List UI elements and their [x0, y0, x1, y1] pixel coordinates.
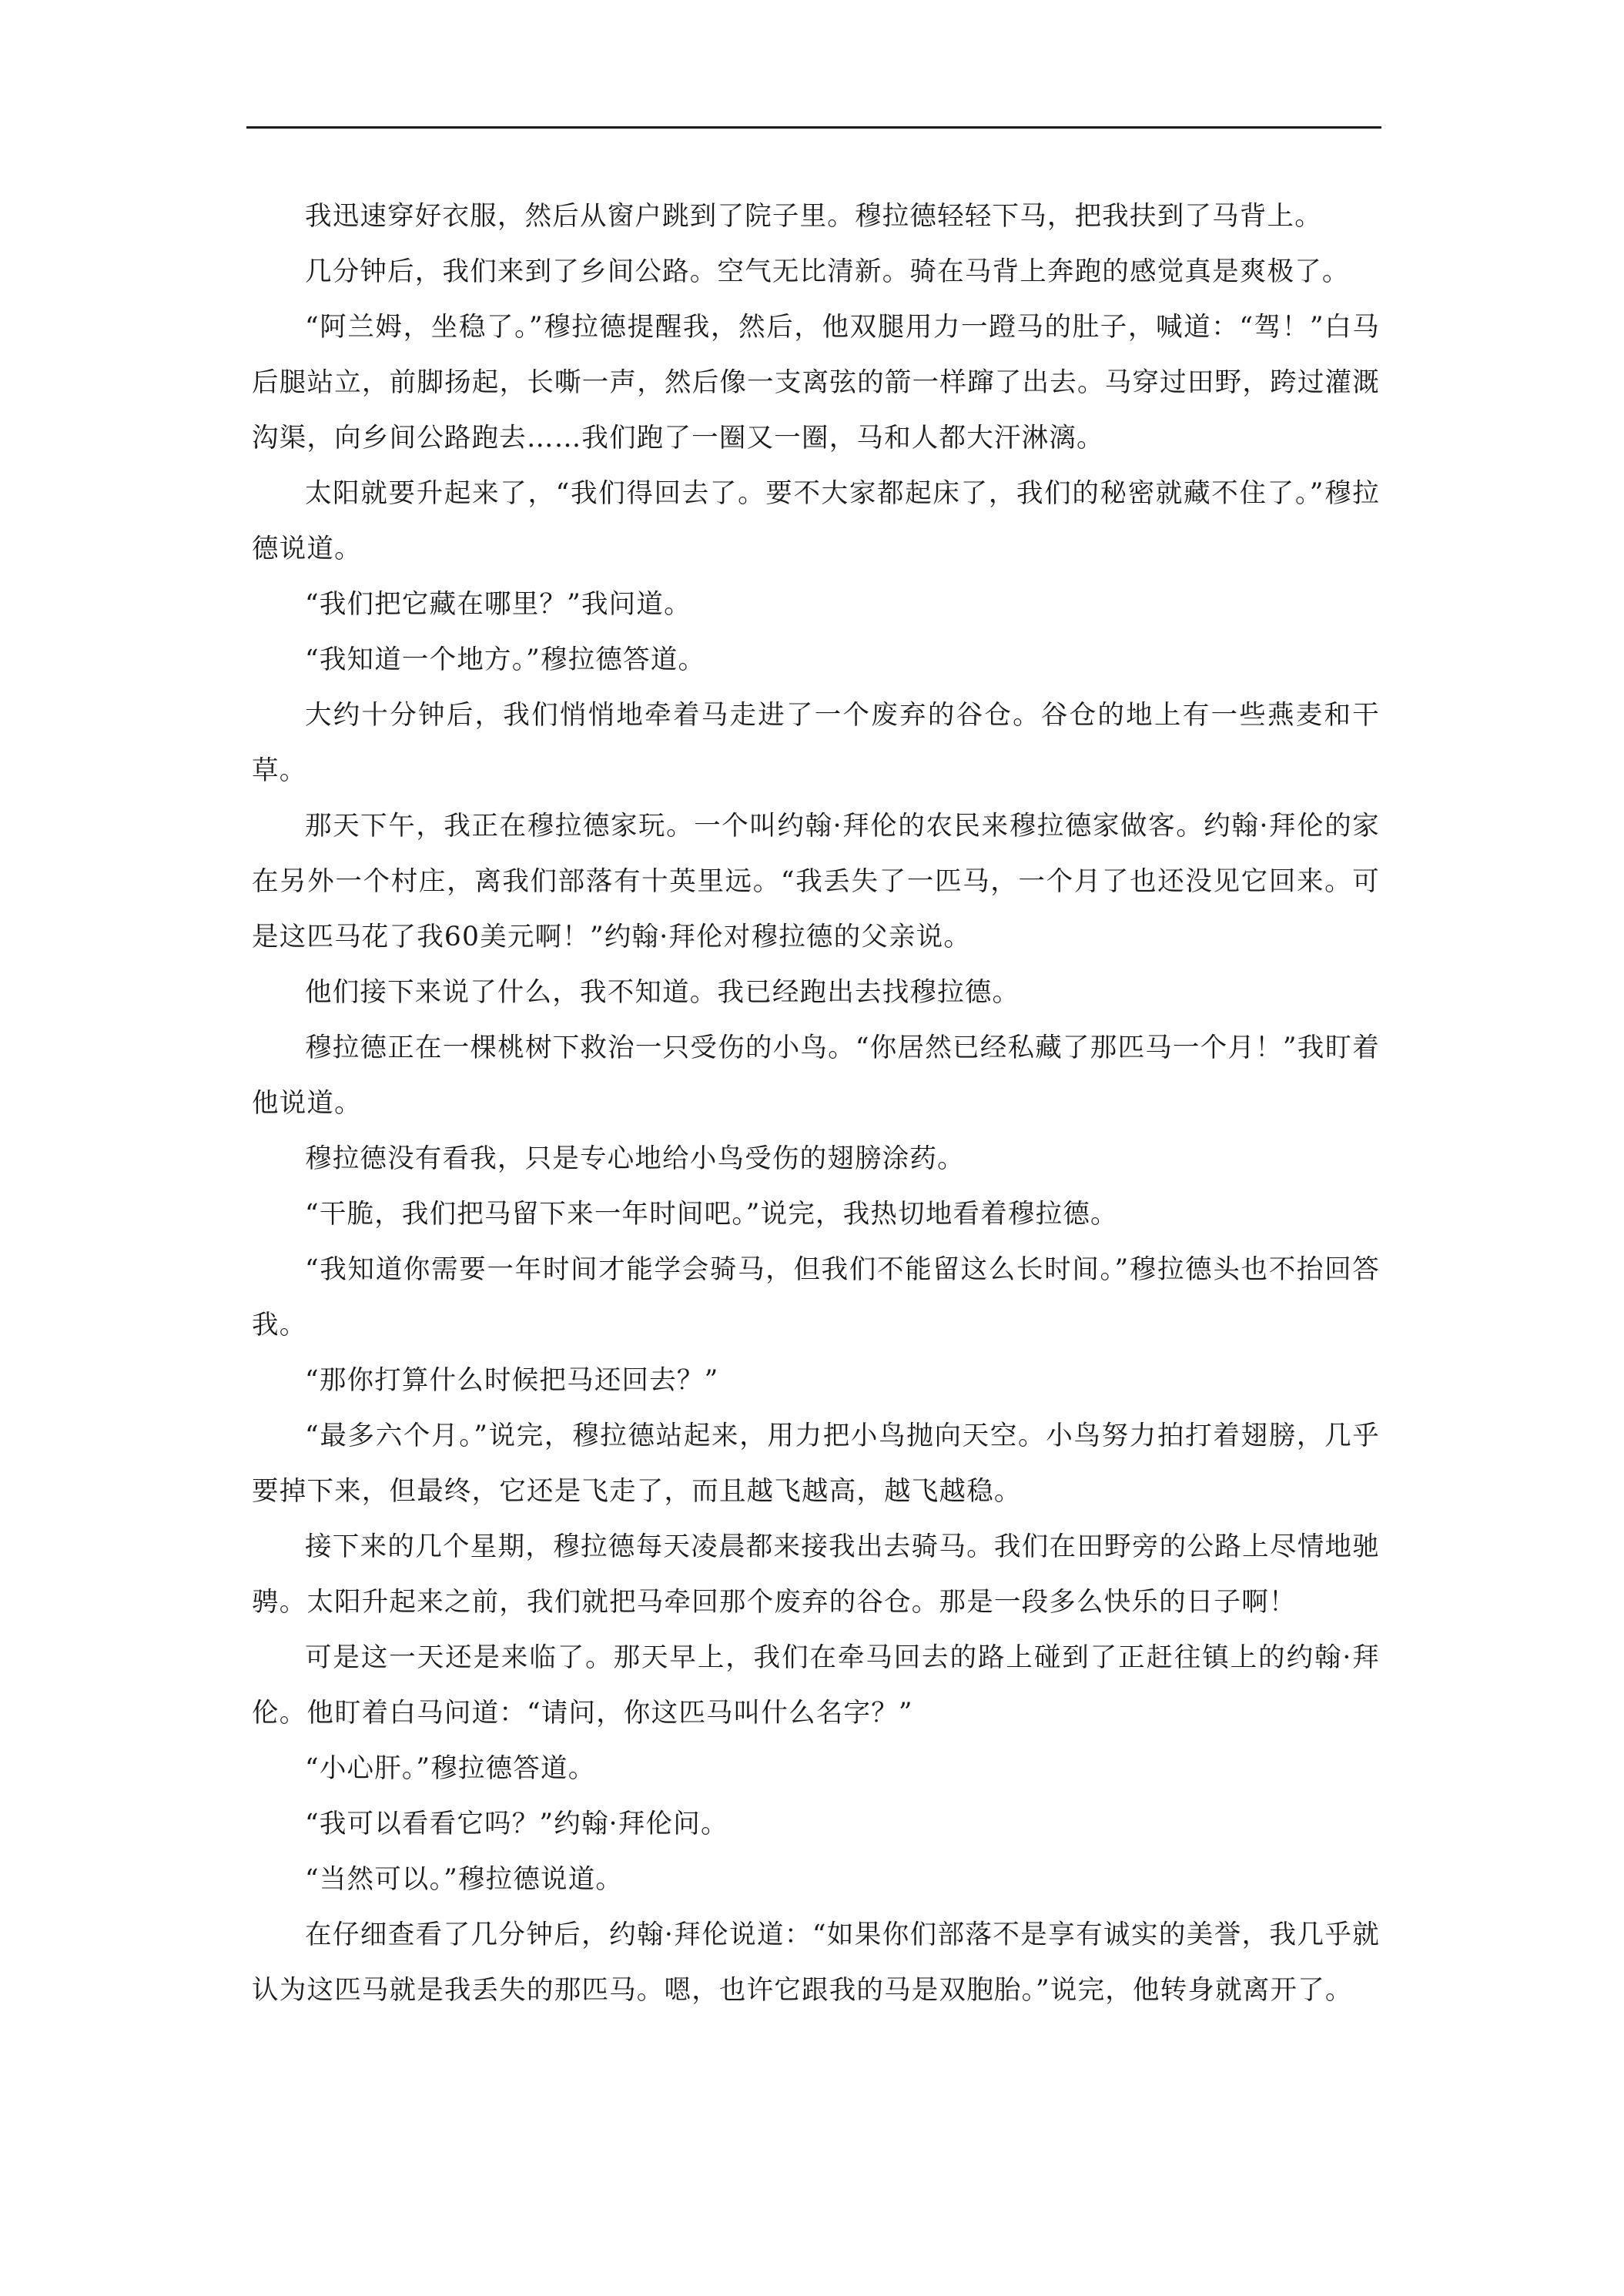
header-rule [246, 126, 1381, 129]
paragraph: “我知道一个地方。”穆拉德答道。 [305, 644, 706, 675]
paragraph: “我知道你需要一年时间才能学会骑马，但我们不能留这么长时间。”穆拉德头也不抬回答我。 [252, 1254, 1380, 1340]
paragraph: “当然可以。”穆拉德说道。 [305, 1864, 624, 1895]
paragraph: “干脆，我们把马留下来一年时间吧。”说完，我热切地看着穆拉德。 [305, 1199, 1118, 1230]
paragraph: 我迅速穿好衣服，然后从窗户跳到了院子里。穆拉德轻轻下马，把我扶到了马背上。 [305, 201, 1322, 232]
paragraph: “小心肝。”穆拉德答道。 [305, 1753, 596, 1784]
paragraph: “最多六个月。”说完，穆拉德站起来，用力把小鸟抛向天空。小鸟努力拍打着翅膀，几乎要掉下来，但最终，它还是飞走了，而且越飞越高，越飞越稳。 [252, 1421, 1380, 1507]
paragraph: 他们接下来说了什么，我不知道。我已经跑出去找穆拉德。 [305, 977, 1020, 1008]
paragraph: 穆拉德正在一棵桃树下救治一只受伤的小鸟。“你居然已经私藏了那匹马一个月！”我盯着他说道。 [252, 1033, 1380, 1119]
paragraph: “我们把它藏在哪里？”我问道。 [305, 589, 691, 620]
paragraph: “我可以看看它吗？”约翰·拜伦问。 [305, 1809, 728, 1839]
paragraph: 那天下午，我正在穆拉德家玩。一个叫约翰·拜伦的农民来穆拉德家做客。约翰·拜伦的家在另外一个村庄，离我们部落有十英里远。“我丢失了一匹马，一个月了也还没见它回来。可是这匹马花了我60美元啊！”约翰·拜伦对穆拉德的父亲说。 [252, 811, 1380, 952]
paragraph: 在仔细查看了几分钟后，约翰·拜伦说道：“如果你们部落不是享有诚实的美誉，我几乎就认为这匹马就是我丢失的那匹马。嗯，也许它跟我的马是双胞胎。”说完，他转身就离开了。 [252, 1919, 1380, 2006]
paragraph: “那你打算什么时候把马还回去？” [305, 1365, 719, 1396]
paragraph: 太阳就要升起来了，“我们得回去了。要不大家都起床了，我们的秘密就藏不住了。”穆拉德说道。 [252, 478, 1380, 564]
paragraph: 大约十分钟后，我们悄悄地牵着马走进了一个废弃的谷仓。谷仓的地上有一些燕麦和干草。 [252, 700, 1380, 786]
paragraph: “阿兰姆，坐稳了。”穆拉德提醒我，然后，他双腿用力一蹬马的肚子，喊道：“驾！”白马后腿站立，前脚扬起，长嘶一声，然后像一支离弦的箭一样蹿了出去。马穿过田野，跨过灌溉沟渠，向乡间公路跑去……我们跑了一圈又一圈，马和人都大汗淋漓。 [252, 312, 1380, 454]
paragraph: 接下来的几个星期，穆拉德每天凌晨都来接我出去骑马。我们在田野旁的公路上尽情地驰骋。太阳升起来之前，我们就把马牵回那个废弃的谷仓。那是一段多么快乐的日子啊！ [252, 1531, 1380, 1618]
paragraph: 几分钟后，我们来到了乡间公路。空气无比清新。骑在马背上奔跑的感觉真是爽极了。 [305, 256, 1350, 287]
story-body [252, 189, 1380, 2018]
paragraph: 可是这一天还是来临了。那天早上，我们在牵马回去的路上碰到了正赶往镇上的约翰·拜伦。他盯着白马问道：“请问，你这匹马叫什么名字？” [252, 1642, 1380, 1729]
paragraph: 穆拉德没有看我，只是专心地给小鸟受伤的翅膀涂药。 [305, 1143, 965, 1174]
